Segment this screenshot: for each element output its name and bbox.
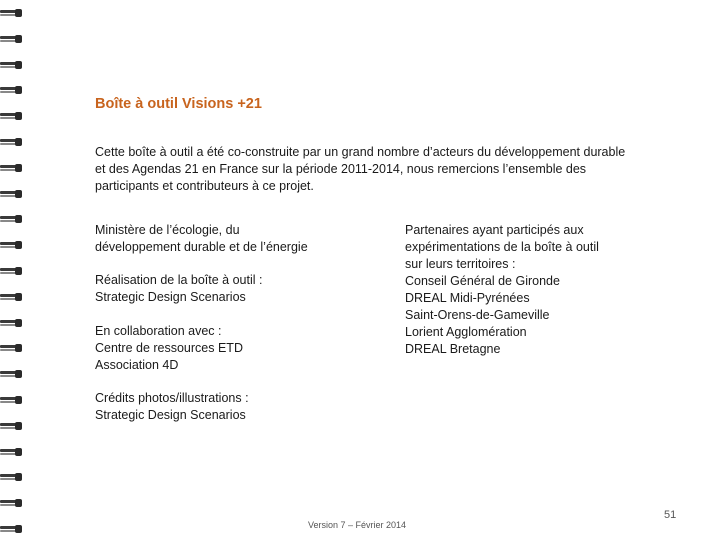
intro-paragraph: Cette boîte à outil a été co-construite par un grand nombre d’acteurs du développement durable et des Agendas 21 en France sur la période 2011-2014, nous remercions l’ensemble des participants et contributeurs à ce projet. [95, 145, 626, 193]
binding-ring-icon [0, 473, 24, 482]
collaboration-line: Association 4D [95, 358, 179, 372]
binding-ring-icon [0, 164, 24, 173]
realisation-credit [95, 272, 262, 306]
collaboration-line: Centre de ressources ETD [95, 341, 243, 355]
binding-ring-icon [0, 190, 24, 199]
binding-ring-icon [0, 215, 24, 224]
binding-ring-icon [0, 9, 24, 18]
binding-ring-icon [0, 448, 24, 457]
binding-ring-icon [0, 344, 24, 353]
binding-ring-icon [0, 525, 24, 534]
page-title: Boîte à outil Visions +21 [95, 96, 262, 112]
binding-ring-icon [0, 61, 24, 70]
binding-ring-icon [0, 138, 24, 147]
credits-line: Strategic Design Scenarios [95, 408, 246, 422]
binding-ring-icon [0, 396, 24, 405]
binding-ring-icon [0, 112, 24, 121]
partner-item: Lorient Agglomération [405, 325, 527, 339]
ministry-line: développement durable et de l’énergie [95, 240, 308, 254]
partners-line: Partenaires ayant participés aux [405, 223, 584, 237]
partner-item: Conseil Général de Gironde [405, 274, 560, 288]
binding-ring-icon [0, 86, 24, 95]
page-number: 51 [664, 509, 677, 521]
collaboration-credit [95, 323, 243, 374]
binding-ring-icon [0, 267, 24, 276]
partner-item: Saint-Orens-de-Gameville [405, 308, 550, 322]
realisation-line: Strategic Design Scenarios [95, 290, 246, 304]
binding-ring-icon [0, 499, 24, 508]
partner-item: DREAL Midi-Pyrénées [405, 291, 530, 305]
partners-list [405, 222, 599, 358]
photo-credits [95, 390, 249, 424]
ministry-credit [95, 222, 308, 256]
binding-ring-icon [0, 241, 24, 250]
collaboration-line: En collaboration avec : [95, 324, 222, 338]
realisation-line: Réalisation de la boîte à outil : [95, 273, 263, 287]
credits-line: Crédits photos/illustrations : [95, 391, 249, 405]
binding-ring-icon [0, 35, 24, 44]
binding-ring-icon [0, 370, 24, 379]
partners-line: sur leurs territoires : [405, 257, 516, 271]
binding-ring-icon [0, 319, 24, 328]
version-footer: Version 7 – Février 2014 [308, 520, 407, 530]
spiral-binding [0, 0, 26, 540]
binding-ring-icon [0, 422, 24, 431]
partner-item: DREAL Bretagne [405, 342, 501, 356]
partners-line: expérimentations de la boîte à outil [405, 240, 599, 254]
ministry-line: Ministère de l’écologie, du [95, 223, 240, 237]
binding-ring-icon [0, 293, 24, 302]
